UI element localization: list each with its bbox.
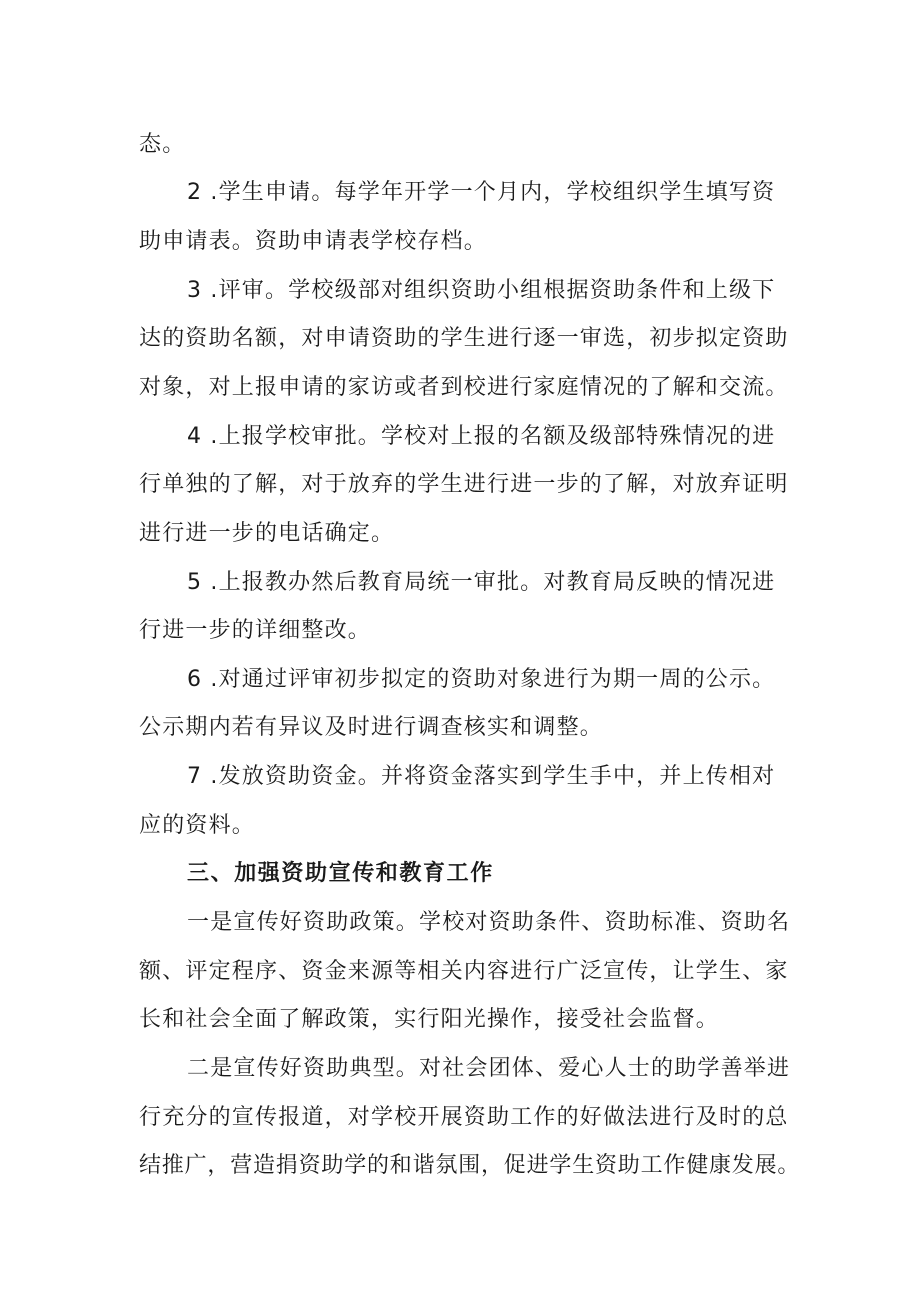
text-line: 进行进一步的电话确定。 bbox=[139, 521, 395, 546]
text-line: 7 .发放资助资金。并将资金落实到学生手中，并上传相对 bbox=[187, 764, 776, 789]
text-line: 行进一步的详细整改。 bbox=[139, 618, 372, 643]
text-line: 态。 bbox=[139, 132, 186, 157]
section-heading: 三、加强资助宣传和教育工作 bbox=[187, 861, 494, 886]
text-line: 对象，对上报申请的家访或者到校进行家庭情况的了解和交流。 bbox=[139, 375, 789, 400]
text-line: 公示期内若有异议及时进行调查核实和调整。 bbox=[139, 715, 604, 740]
text-line: 行充分的宣传报道，对学校开展资助工作的好做法进行及时的总 bbox=[139, 1105, 789, 1130]
text-line: 长和社会全面了解政策，实行阳光操作，接受社会监督。 bbox=[139, 1007, 720, 1032]
text-line: 3 .评审。学校级部对组织资助小组根据资助条件和上级下 bbox=[187, 278, 776, 303]
text-line: 应的资料。 bbox=[139, 813, 256, 838]
text-line: 行单独的了解，对于放弃的学生进行进一步的了解，对放弃证明 bbox=[139, 472, 789, 497]
text-line: 达的资助名额，对申请资助的学生进行逐一审选，初步拟定资助 bbox=[139, 326, 789, 351]
text-line: 一是宣传好资助政策。学校对资助条件、资助标准、资助名 bbox=[187, 910, 791, 935]
text-line: 助申请表。资助申请表学校存档。 bbox=[139, 229, 488, 254]
text-line: 结推广，营造捐资助学的和谐氛围，促进学生资助工作健康发展。 bbox=[139, 1153, 801, 1178]
text-line: 2 .学生申请。每学年开学一个月内，学校组织学生填写资 bbox=[187, 180, 776, 205]
text-line: 二是宣传好资助典型。对社会团体、爱心人士的助学善举进 bbox=[187, 1056, 791, 1081]
text-line: 6 .对通过评审初步拟定的资助对象进行为期一周的公示。 bbox=[187, 667, 776, 692]
text-line: 5 .上报教办然后教育局统一审批。对教育局反映的情况进 bbox=[187, 570, 776, 595]
text-line: 额、评定程序、资金来源等相关内容进行广泛宣传，让学生、家 bbox=[139, 959, 789, 984]
text-line: 4 .上报学校审批。学校对上报的名额及级部特殊情况的进 bbox=[187, 424, 776, 449]
